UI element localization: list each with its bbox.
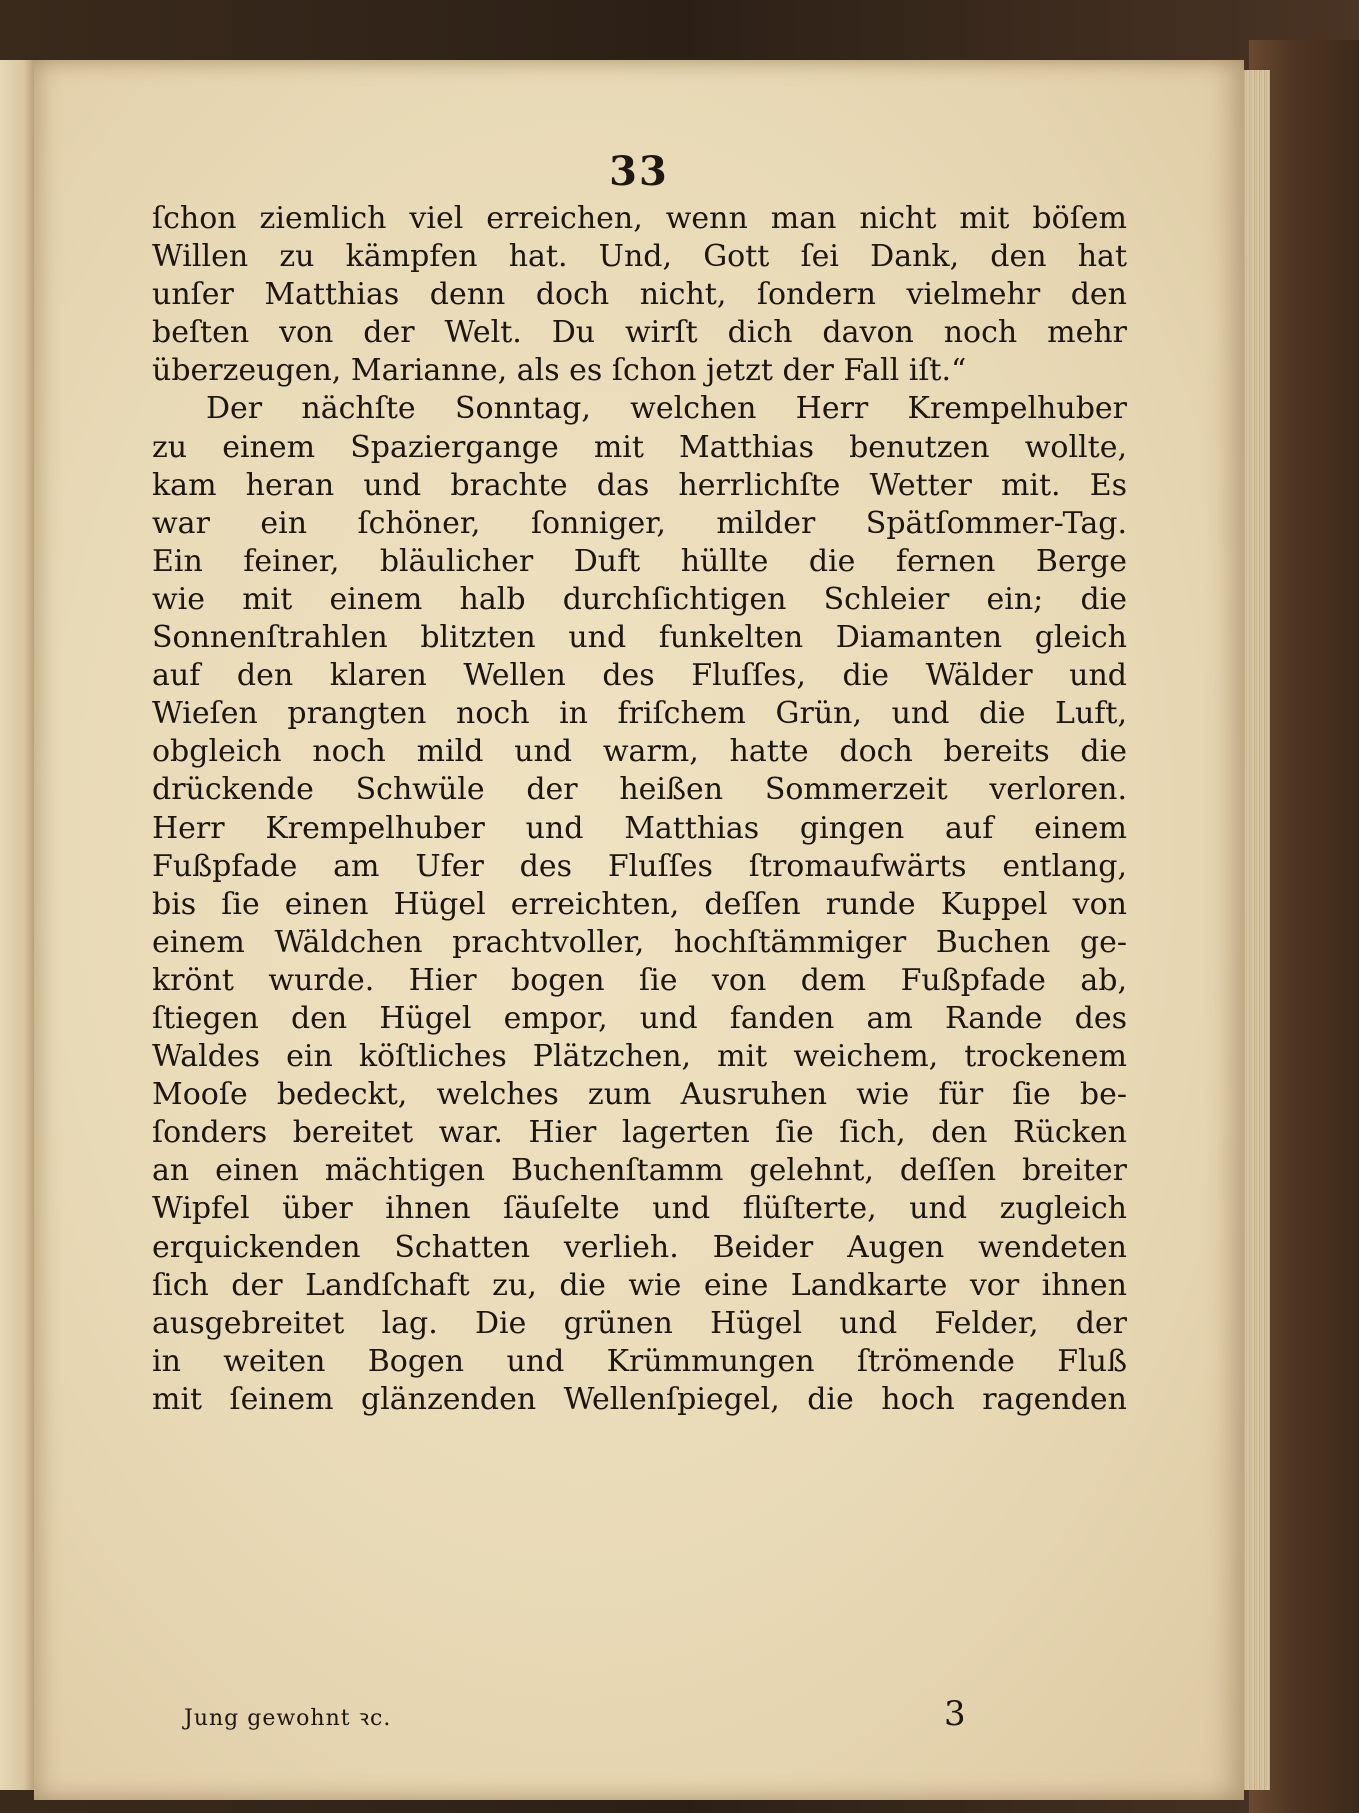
text-line: war ein ſchöner, ſonniger, milder Spätſommer-Tag. <box>152 505 1127 541</box>
text-line: ſich der Landſchaft zu, die wie eine Landkarte vor ihnen <box>152 1267 1127 1303</box>
text-line: zu einem Spaziergange mit Matthias benutzen wollte, <box>152 429 1127 465</box>
text-line: ſchon ziemlich viel erreichen, wenn man nicht mit böſem <box>152 201 1127 236</box>
body-text <box>152 200 1127 1419</box>
previous-page-edge <box>0 60 36 1790</box>
text-line: Willen zu kämpfen hat. Und, Gott ſei Dank, den hat <box>152 239 1127 275</box>
text-line: ſtiegen den Hügel empor, und fanden am Rande des <box>152 1000 1127 1036</box>
text-line: bis ſie einen Hügel erreichten, deſſen runde Kuppel von <box>152 886 1127 922</box>
text-line: erquickenden Schatten verlieh. Beider Augen wendeten <box>152 1229 1127 1265</box>
text-line: Waldes ein köſtliches Plätzchen, mit weichem, trockenem <box>152 1039 1127 1075</box>
text-line: an einen mächtigen Buchenſtamm gelehnt, deſſen breiter <box>152 1153 1127 1189</box>
text-line: drückende Schwüle der heißen Sommerzeit verloren. <box>152 772 1127 808</box>
text-line: Herr Krempelhuber und Matthias gingen auf einem <box>152 810 1127 846</box>
page-footer <box>184 1694 1104 1734</box>
text-line: Wipfel über ihnen ſäuſelte und flüſterte, und zugleich <box>152 1191 1127 1227</box>
text-line: Sonnenſtrahlen blitzten und funkelten Diamanten gleich <box>152 620 1127 656</box>
text-line: beſten von der Welt. Du wirſt dich davon noch mehr <box>152 315 1127 351</box>
text-line: obgleich noch mild und warm, hatte doch bereits die <box>152 734 1127 770</box>
book-page <box>34 60 1244 1800</box>
signature-mark: Jung gewohnt ꝛc. <box>184 1706 392 1731</box>
text-line: überzeugen, Marianne, als es ſchon jetzt der Fall iſt.“ <box>152 353 967 389</box>
text-line: unſer Matthias denn doch nicht, ſondern vielmehr den <box>152 277 1127 313</box>
page-number: 33 <box>609 148 669 195</box>
text-line: Fußpfade am Ufer des Fluſſes ſtromaufwärts entlang, <box>152 848 1127 884</box>
text-line: auf den klaren Wellen des Fluſſes, die Wälder und <box>152 658 1127 694</box>
text-line: einem Wäldchen prachtvoller, hochſtämmiger Buchen ge- <box>152 924 1127 960</box>
text-line: kam heran und brachte das herrlichſte Wetter mit. Es <box>152 467 1127 503</box>
text-line: in weiten Bogen und Krümmungen ſtrömende Fluß <box>152 1343 1127 1379</box>
text-line: mit ſeinem glänzenden Wellenſpiegel, die hoch ragenden <box>152 1381 1127 1417</box>
text-line: wie mit einem halb durchſichtigen Schleier ein; die <box>152 581 1127 617</box>
text-line: ſonders bereitet war. Hier lagerten ſie ſich, den Rücken <box>152 1115 1127 1151</box>
text-line: krönt wurde. Hier bogen ſie von dem Fußpfade ab, <box>152 962 1127 998</box>
text-line: Ein feiner, bläulicher Duft hüllte die fernen Berge <box>152 543 1127 579</box>
sheet-number: 3 <box>944 1694 966 1734</box>
text-line: Mooſe bedeckt, welches zum Ausruhen wie für ſie be- <box>152 1077 1127 1113</box>
text-line: Wieſen prangten noch in friſchem Grün, und die Luft, <box>152 696 1127 732</box>
text-line: ausgebreitet lag. Die grünen Hügel und Felder, der <box>152 1305 1127 1341</box>
text-line: Der nächſte Sonntag, welchen Herr Krempelhuber <box>206 391 1127 427</box>
